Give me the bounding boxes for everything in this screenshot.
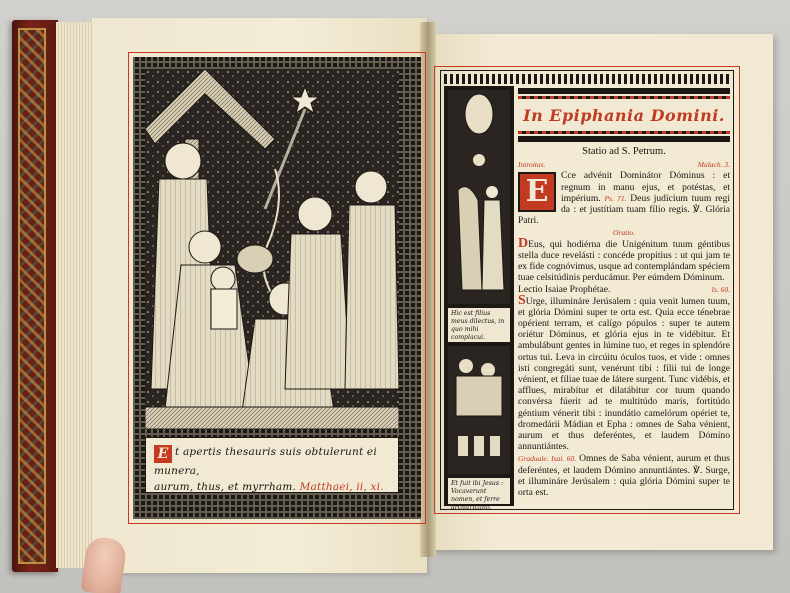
introitus-psalm-label: Ps. 71. bbox=[604, 193, 627, 203]
introitus-paragraph bbox=[518, 170, 730, 226]
introitus-rubric bbox=[518, 159, 730, 170]
graduale-text: Omnes de Saba vénient, aurum et thus deferéntes, et laudem Dómino annuntiántes. bbox=[518, 453, 730, 476]
graduale-paragraph bbox=[518, 453, 730, 498]
lectio-reference: Is. 60. bbox=[711, 285, 730, 295]
lectio-initial: S bbox=[518, 292, 526, 308]
plate-caption bbox=[145, 437, 399, 493]
gilt-ornament bbox=[18, 28, 46, 564]
oratio-paragraph bbox=[518, 235, 730, 284]
graduale-label: Graduale. Isai. 60. bbox=[518, 454, 577, 464]
introitus-label: Introitus. bbox=[518, 160, 546, 170]
header-ornament-band bbox=[444, 74, 730, 84]
baptism-vignette bbox=[448, 90, 510, 304]
page-edges bbox=[56, 22, 94, 568]
introitus-gloria: ℣. Glória Patri. bbox=[518, 204, 730, 227]
sidebar-panel-top bbox=[448, 90, 510, 304]
oratio-text: Eus, qui hodiérna die Unigénitum tuum géntibus stella duce revelásti : concéde propítius : ut qui jam te ex fide cognóvimus, usque ad contemplándam spéciem tuae celsitúdinis perducámur. Per eúmdem Dóminum. bbox=[518, 238, 730, 284]
book-cover bbox=[12, 20, 58, 572]
caption-line-1: t apertis thesauris suis obtulerunt ei munera, bbox=[154, 446, 377, 477]
nativity-plate bbox=[128, 52, 426, 524]
cana-vignette bbox=[448, 346, 510, 474]
oratio-initial: D bbox=[518, 235, 529, 251]
oratio-rubric bbox=[518, 227, 730, 238]
caption-reference: Matthaei, ii, xi. bbox=[299, 481, 384, 493]
feast-title-bar bbox=[518, 88, 730, 142]
lectio-text: Urge, illumináre Jerúsalem : quia venit lumen tuum, et glória Dómini super te orta est. Quia ecce ténebrae opérient terram, et calígo pópulos : super te autem oriétur Dóminus, et glória ejus in te vidébitur. Et ambulábunt gentes in lúmine tuo, et reges in splendóre ortus tui. Leva in circúitu óculos tuos, et vide : omnes isti congregáti sunt, venérunt tibi : fílii tui de longe vénient, et fíliae tuae de látere surgent. Tunc vidébis, et afflues, mirabítur et dilatábitur cor tuum quando convérsa fúerit ad te multitúdo maris, fortitúdo géntium vénerit tibi : inundátio camelórum opériet te, dromedárii Mádian et Epha : omnes de Saba vénient, aurum et thus deferéntes, et laudem Dómino annuntiántes. bbox=[518, 295, 730, 453]
sidebar-caption-bottom: Et fuit ibi Jesus : Vocaverunt nomen, et ferre architriclino. bbox=[448, 478, 510, 504]
illustrated-sidebar bbox=[444, 86, 514, 511]
adoration-of-magi-engraving bbox=[145, 69, 399, 429]
caption-line-2: aurum, thus, et myrrham. bbox=[154, 481, 297, 493]
proper-text-column bbox=[518, 146, 730, 504]
introitus-reference: Malach. 3. bbox=[697, 160, 730, 170]
graduale-verse: ℣. Surge, et illumináre Jerúsalem : quia glória Dómini super te orta est. bbox=[518, 464, 731, 499]
lectio-rubric bbox=[518, 284, 730, 295]
feast-title: In Epiphania Domini. bbox=[523, 105, 725, 125]
statio-line: Statio ad S. Petrum. bbox=[582, 146, 666, 157]
sidebar-panel-bottom bbox=[448, 346, 510, 474]
caption-initial: E bbox=[154, 445, 172, 463]
introitus-initial: E bbox=[518, 172, 556, 212]
introitus-psalm-text: Deus judícium tuum regi da : et justítiam tuam fílio regis. bbox=[561, 192, 730, 216]
engraving-svg bbox=[145, 69, 399, 429]
sidebar-caption-top: Hic est filius meus dilectus, in quo mihi complacui. bbox=[448, 308, 510, 342]
introitus-text: Cce advénit Dominátor Dóminus : et regnum in manu ejus, et potéstas, et impérium. bbox=[561, 170, 730, 204]
lectio-label: Lectio Isaiae Prophétae. bbox=[518, 284, 611, 296]
lectio-paragraph bbox=[518, 292, 730, 453]
oratio-label: Oratio. bbox=[613, 228, 635, 238]
